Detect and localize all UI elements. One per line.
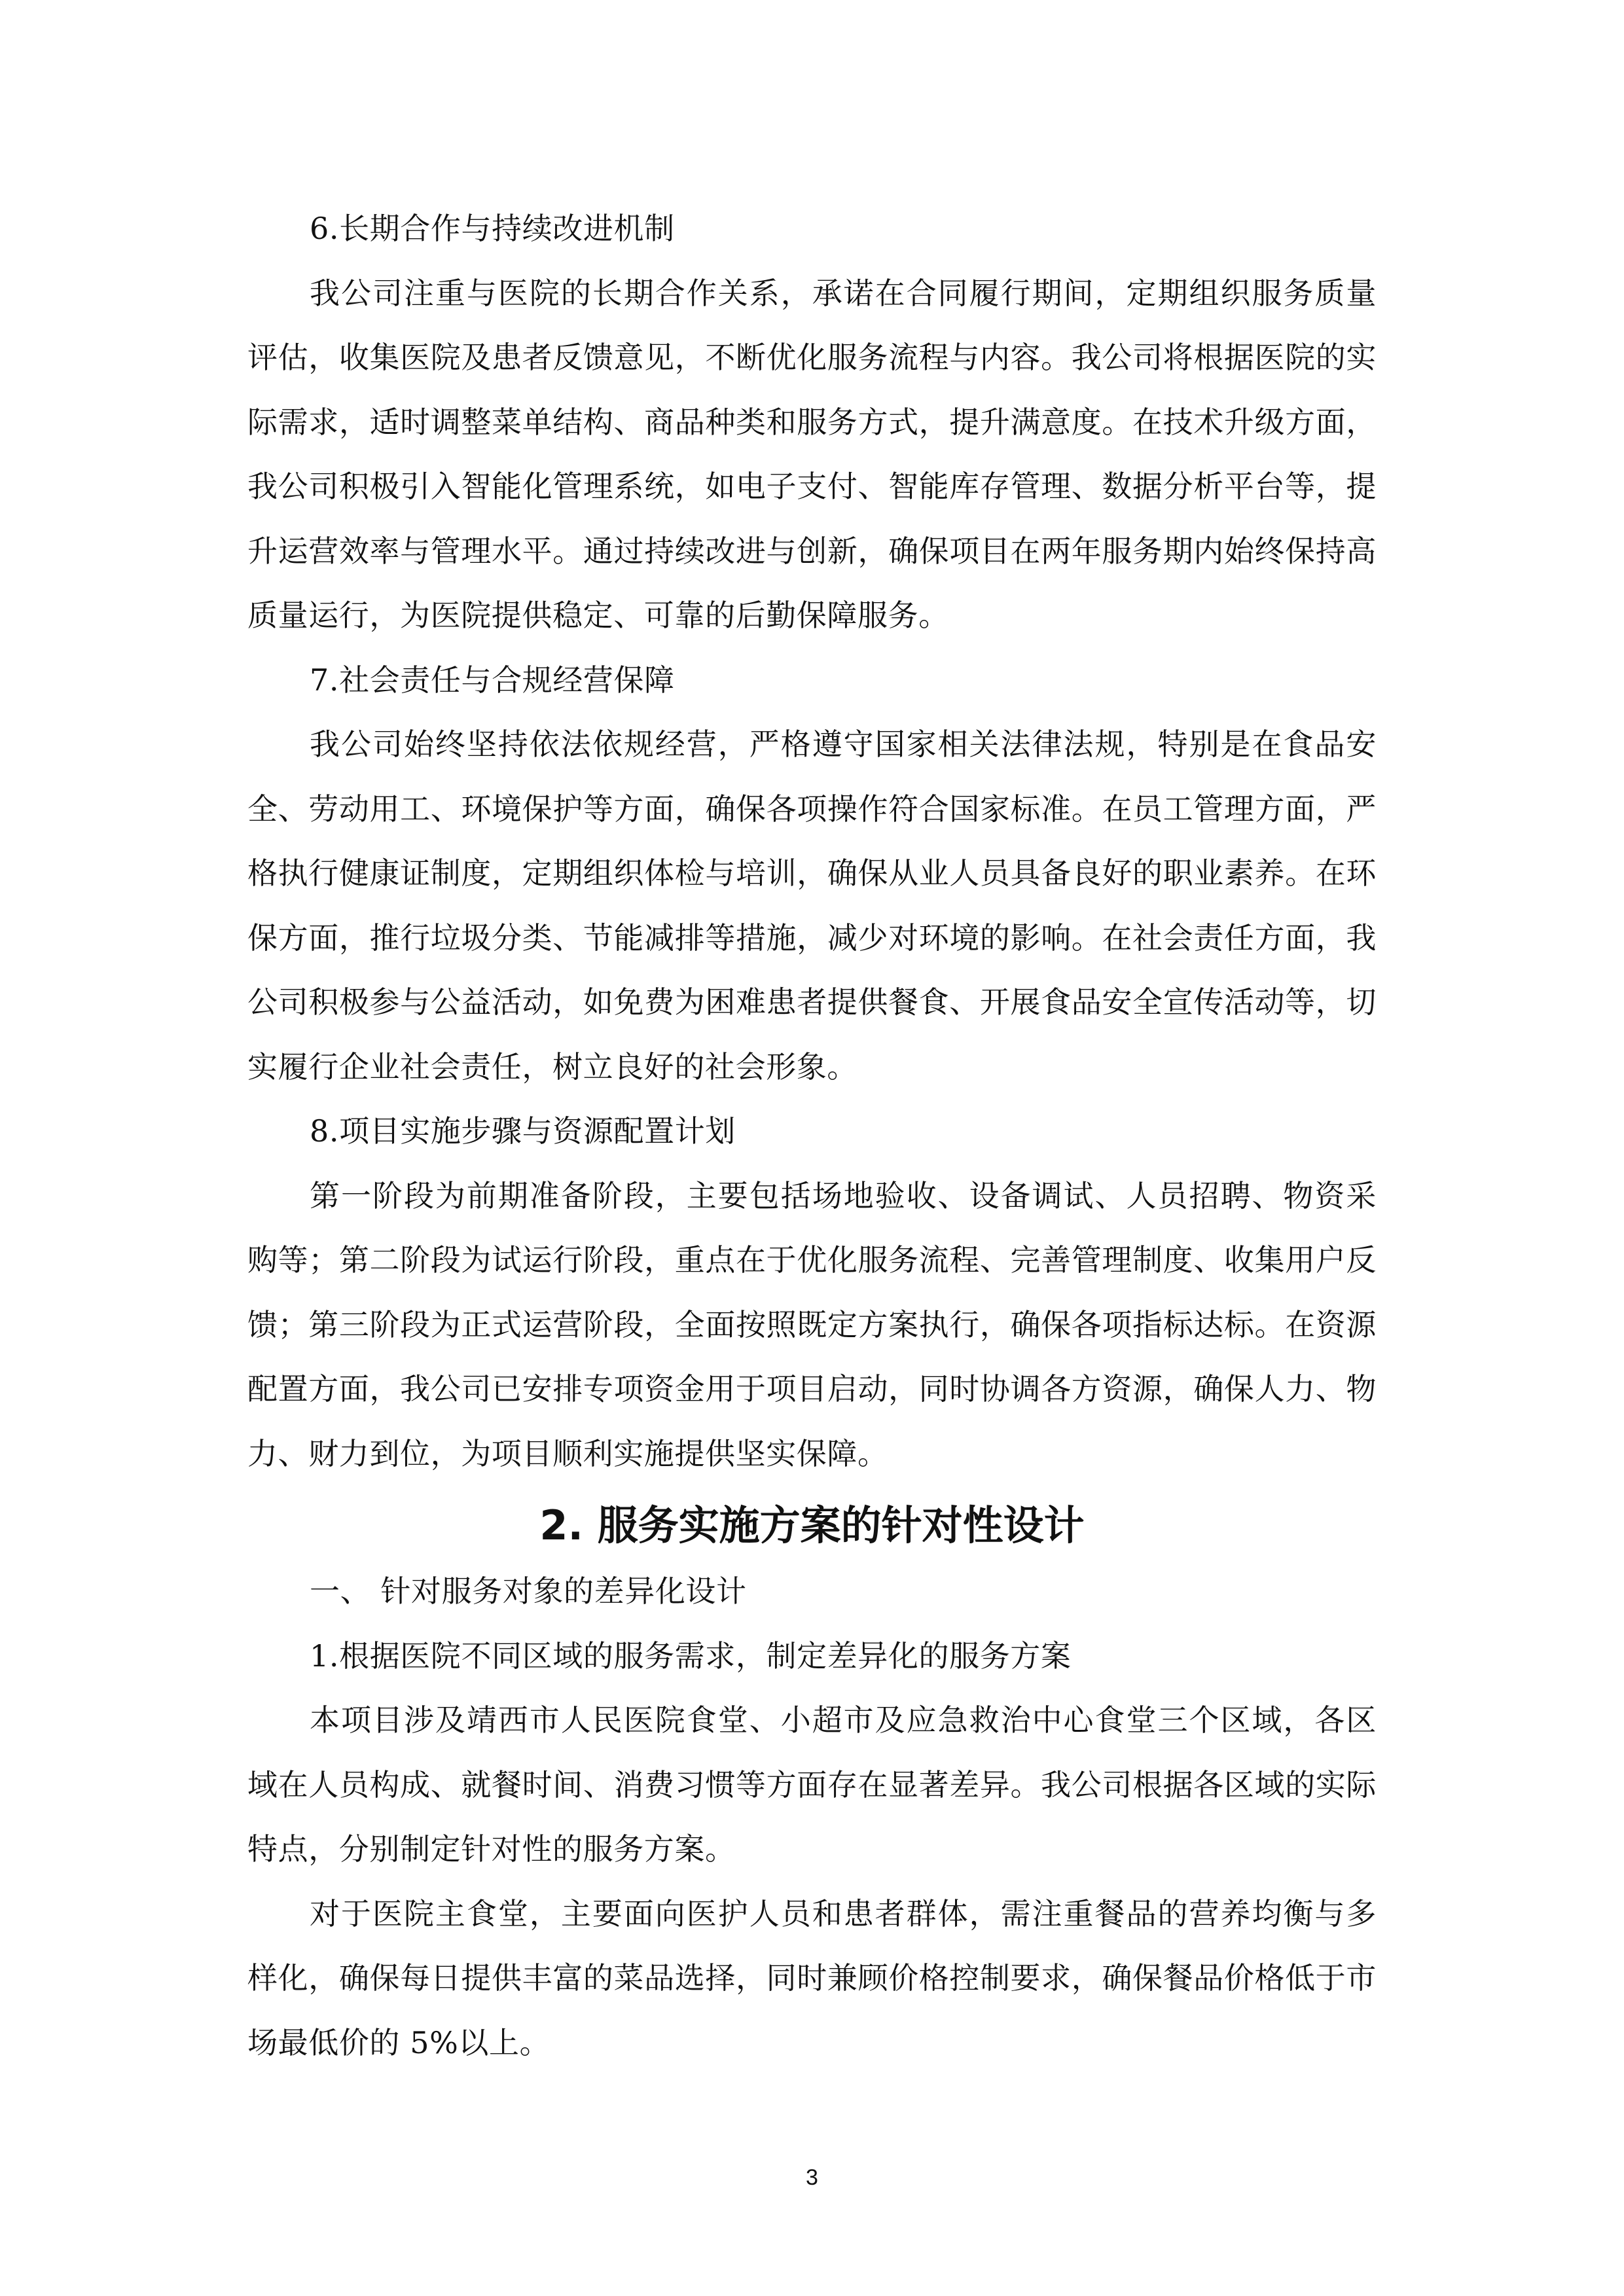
item-1-paragraph-1: 本项目涉及靖西市人民医院食堂、小超市及应急救治中心食堂三个区域，各区域在人员构成、就餐时间、消费习惯等方面存在显著差异。我公司根据各区域的实际特点，分别制定针对性的服务方案。 xyxy=(247,1702,1377,1867)
item-1-title: 1.根据医院不同区域的服务需求，制定差异化的服务方案 xyxy=(310,1638,1072,1674)
page-content xyxy=(247,196,1377,2075)
section-6-body: 我公司注重与医院的长期合作关系，承诺在合同履行期间，定期组织服务质量评估，收集医院及患者反馈意见，不断优化服务流程与内容。我公司将根据医院的实际需求，适时调整菜单结构、商品种类和服务方式，提升满意度。在技术升级方面，我公司积极引入智能化管理系统，如电子支付、智能库存管理、数据分析平台等，提升运营效率与管理水平。通过持续改进与创新，确保项目在两年服务期内始终保持高质量运行，为医院提供稳定、可靠的后勤保障服务。 xyxy=(247,275,1377,633)
section-7-body: 我公司始终坚持依法依规经营，严格遵守国家相关法律法规，特别是在食品安全、劳动用工、环境保护等方面，确保各项操作符合国家标准。在员工管理方面，严格执行健康证制度，定期组织体检与培训，确保从业人员具备良好的职业素养。在环保方面，推行垃圾分类、节能减排等措施，减少对环境的影响。在社会责任方面，我公司积极参与公益活动，如免费为困难患者提供餐食、开展食品安全宣传活动等，切实履行企业社会责任，树立良好的社会形象。 xyxy=(247,726,1377,1085)
section-6-title: 6.长期合作与持续改进机制 xyxy=(310,211,675,246)
chapter-2-subheading: 一、 针对服务对象的差异化设计 xyxy=(310,1573,747,1609)
chapter-2-title: 2. 服务实施方案的针对性设计 xyxy=(539,1501,1085,1549)
section-8-title: 8.项目实施步骤与资源配置计划 xyxy=(310,1113,736,1149)
section-7-title: 7.社会责任与合规经营保障 xyxy=(310,662,675,698)
item-1-paragraph-2: 对于医院主食堂，主要面向医护人员和患者群体，需注重餐品的营养均衡与多样化，确保每日提供丰富的菜品选择，同时兼顾价格控制要求，确保餐品价格低于市场最低价的 5%以上。 xyxy=(247,1895,1377,2060)
page-number: 3 xyxy=(806,2165,818,2190)
section-8-body: 第一阶段为前期准备阶段，主要包括场地验收、设备调试、人员招聘、物资采购等；第二阶段为试运行阶段，重点在于优化服务流程、完善管理制度、收集用户反馈；第三阶段为正式运营阶段，全面按照既定方案执行，确保各项指标达标。在资源配置方面，我公司已安排专项资金用于项目启动，同时协调各方资源，确保人力、物力、财力到位，为项目顺利实施提供坚实保障。 xyxy=(247,1177,1377,1471)
